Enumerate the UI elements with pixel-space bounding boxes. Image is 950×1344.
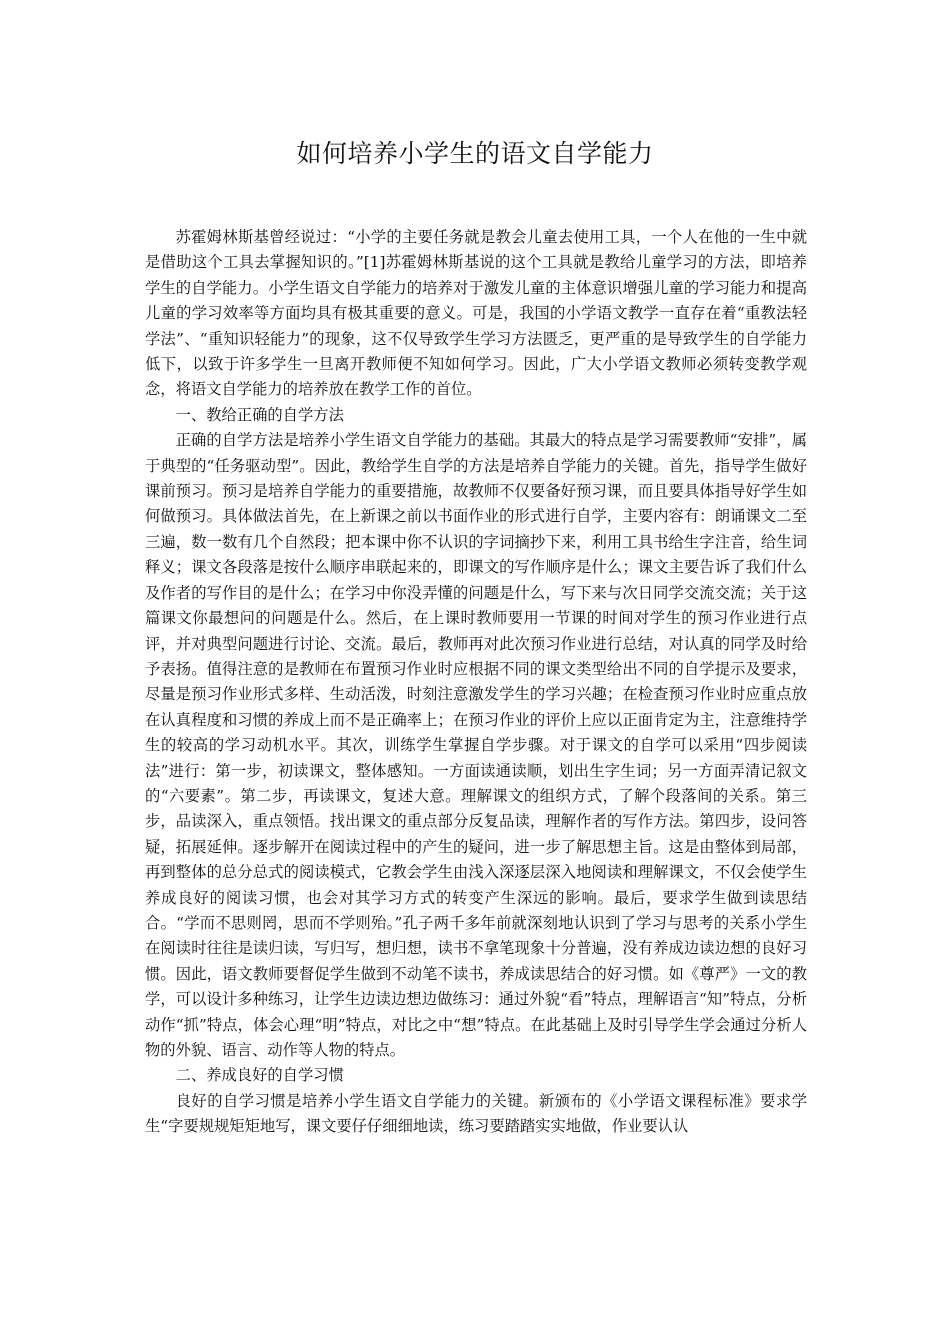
section-heading-1: 一、教给正确的自学方法: [175, 405, 344, 424]
section-2-paragraph: 良好的自学习惯是培养小学生语文自学能力的关键。新颁布的《小学语文课程标准》要求学生“字要规规矩矩地写，课文要仔仔细细地读，练习要踏踏实实地做，作业要认认: [145, 1091, 807, 1136]
intro-paragraph: 苏霍姆林斯基曾经说过：“小学的主要任务就是教会儿童去使用工具，一个人在他的一生中就是借助这个工具去掌握知识的。”[1]苏霍姆林斯基说的这个工具就是教给儿童学习的方法，即培养学生的自学能力。小学生语文自学能力的培养对于激发儿童的主体意识增强儿童的学习能力和提高儿童的学习效率等方面均具有极其重要的意义。可是，我国的小学语文教学一直存在着“重教法轻学法”、“重知识轻能力”的现象，这不仅导致学生学习方法匮乏，更严重的是导致学生的自学能力低下，以致于许多学生一旦离开教师便不知如何学习。因此，广大小学语文教师必须转变教学观念，将语文自学能力的培养放在教学工作的首位。: [145, 228, 807, 399]
document-title: 如何培养小学生的语文自学能力: [296, 139, 654, 168]
section-heading-2: 二、养成良好的自学习惯: [175, 1066, 344, 1085]
document-body: [145, 225, 807, 1140]
section-1-paragraph: 正确的自学方法是培养小学生语文自学能力的基础。其最大的特点是学习需要教师“安排”，属于典型的“任务驱动型”。因此，教给学生自学的方法是培养自学能力的关键。首先，指导学生做好课前预习。预习是培养自学能力的重要措施，故教师不仅要备好预习课，而且要具体指导好学生如何做预习。具体做法首先，在上新课之前以书面作业的形式进行自学，主要内容有：朗诵课文二至三遍，数一数有几个自然段；把本课中你不认识的字词摘抄下来，利用工具书给生字注音，给生词释义；课文各段落是按什么顺序串联起来的，即课文的写作顺序是什么；课文主要告诉了我们什么及作者的写作目的是什么；在学习中你没弄懂的问题是什么，写下来与次日同学交流交流；关于这篇课文你最想问的问题是什么。然后，在上课时教师要用一节课的时间对学生的预习作业进行点评，并对典型问题进行讨论、交流。最后，教师再对此次预习作业进行总结，对认真的同学及时给予表扬。值得注意的是教师在布置预习作业时应根据不同的课文类型给出不同的自学提示及要求，尽量是预习作业形式多样、生动活泼，时刻注意激发学生的学习兴趣；在检查预习作业时应重点放在认真程度和习惯的养成上而不是正确率上；在预习作业的评价上应以正面肯定为主，注意维持学生的较高的学习动机水平。其次，训练学生掌握自学步骤。对于课文的自学可以采用“四步阅读法”进行：第一步，初读课文，整体感知。一方面读通读顺，划出生字生词；另一方面弄清记叙文的“六要素”。第二步，再读课文，复述大意。理解课文的组织方式，了解个段落间的关系。第三步，品读深入，重点领悟。找出课文的重点部分反复品读，理解作者的写作方法。第四步，设问答疑，拓展延伸。逐步解开在阅读过程中的产生的疑问，进一步了解思想主旨。这是由整体到局部，再到整体的总分总式的阅读模式，它教会学生由浅入深逐层深入地阅读和理解课文，不仅会使学生养成良好的阅读习惯，也会对其学习方式的转变产生深远的影响。最后，要求学生做到读思结合。“学而不思则罔，思而不学则殆。”孔子两千多年前就深刻地认识到了学习与思考的关系小学生在阅读时往往是读归读，写归写，想归想，读书不拿笔现象十分普遍，没有养成边读边想的良好习惯。因此，语文教师要督促学生做到不动笔不读书，养成读思结合的好习惯。如《尊严》一文的教学，可以设计多种练习，让学生边读边想边做练习：通过外貌“看”特点，理解语言“知”特点，分析动作“抓”特点，体会心理“明”特点，对比之中“想”特点。在此基础上及时引导学生学会通过分析人物的外貌、语言、动作等人物的特点。: [145, 431, 807, 1059]
